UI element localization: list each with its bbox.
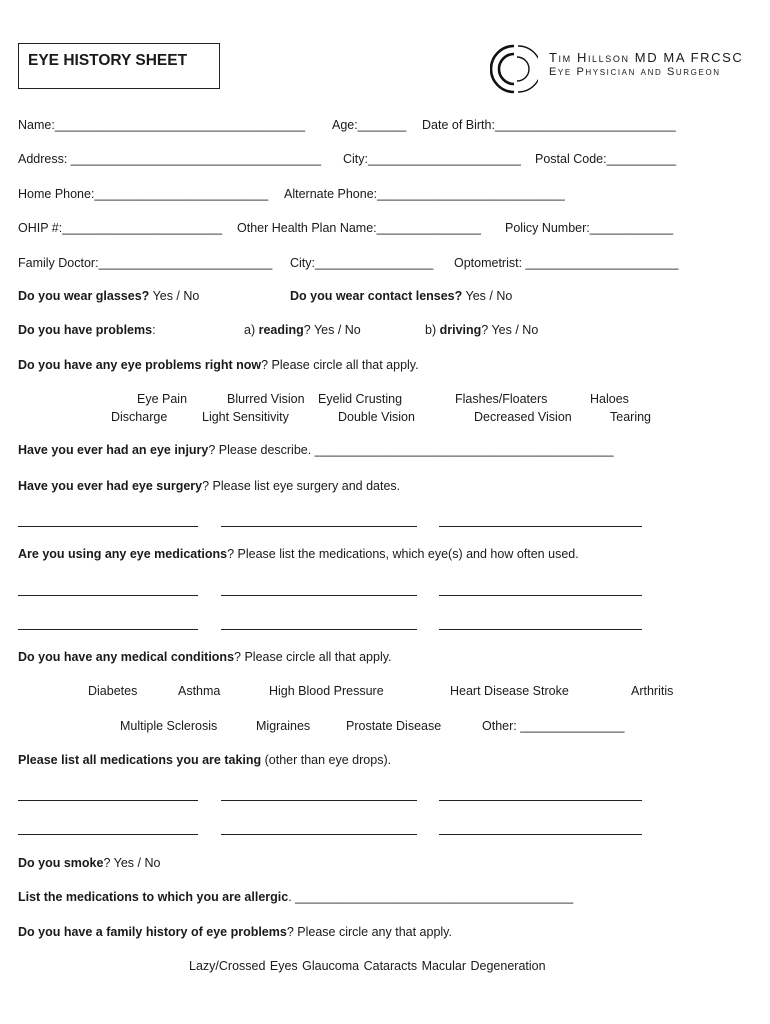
reading-options[interactable]: ? Yes / No bbox=[303, 323, 361, 337]
problems-question bbox=[18, 323, 156, 337]
problems-colon: : bbox=[152, 323, 156, 337]
condition-diabetes[interactable]: Diabetes bbox=[88, 684, 138, 698]
symptom-tearing[interactable]: Tearing bbox=[610, 410, 651, 424]
address-field[interactable]: Address: ____________________________________ bbox=[18, 152, 322, 166]
all-medications-question bbox=[18, 753, 391, 767]
driving-options[interactable]: ? Yes / No bbox=[481, 323, 539, 337]
health-plan-field[interactable]: Other Health Plan Name:_______________ bbox=[237, 221, 481, 235]
home-phone-field[interactable]: Home Phone:_________________________ bbox=[18, 187, 269, 201]
surgery-line-2[interactable] bbox=[221, 526, 417, 527]
family-history-label: Do you have a family history of eye problems bbox=[18, 925, 287, 939]
glasses-label: Do you wear glasses? bbox=[18, 289, 150, 303]
surgery-line-1[interactable] bbox=[18, 526, 198, 527]
conditions-label: Do you have any medical conditions bbox=[18, 650, 235, 664]
eye-meds-line-3[interactable] bbox=[439, 595, 642, 596]
age-field[interactable]: Age:_______ bbox=[332, 118, 407, 132]
symptom-double-vision[interactable]: Double Vision bbox=[338, 410, 415, 424]
condition-asthma[interactable]: Asthma bbox=[178, 684, 221, 698]
family-history-question bbox=[18, 925, 452, 939]
symptom-eye-pain[interactable]: Eye Pain bbox=[137, 392, 188, 406]
surgery-note: ? Please list eye surgery and dates. bbox=[202, 479, 401, 493]
contacts-question bbox=[290, 289, 512, 303]
symptom-light-sensitivity[interactable]: Light Sensitivity bbox=[202, 410, 289, 424]
family-history-options[interactable]: Lazy/Crossed Eyes Glaucoma Cataracts Macular Degeneration bbox=[189, 959, 546, 973]
surgery-line-3[interactable] bbox=[439, 526, 642, 527]
conditions-note: ? Please circle all that apply. bbox=[234, 650, 392, 664]
driving-question bbox=[425, 323, 538, 337]
reading-label: reading bbox=[258, 323, 304, 337]
eye-medications-label: Are you using any eye medications bbox=[18, 547, 228, 561]
symptom-eyelid-crusting[interactable]: Eyelid Crusting bbox=[318, 392, 403, 406]
condition-heart-disease-stroke[interactable]: Heart Disease Stroke bbox=[450, 684, 569, 698]
eye-problems-note: ? Please circle all that apply. bbox=[261, 358, 419, 372]
ohip-field[interactable]: OHIP #:_______________________ bbox=[18, 221, 223, 235]
condition-migraines[interactable]: Migraines bbox=[256, 719, 311, 733]
eye-meds-line-2[interactable] bbox=[221, 595, 417, 596]
driving-label: driving bbox=[439, 323, 482, 337]
eye-meds-line-4[interactable] bbox=[18, 629, 198, 630]
surgery-question bbox=[18, 479, 400, 493]
smoke-label: Do you smoke bbox=[18, 856, 104, 870]
all-meds-line-4[interactable] bbox=[18, 834, 198, 835]
contacts-label: Do you wear contact lenses? bbox=[290, 289, 463, 303]
family-history-note: ? Please circle any that apply. bbox=[286, 925, 452, 939]
allergies-question bbox=[18, 890, 573, 904]
allergies-label: List the medications to which you are allergic bbox=[18, 890, 289, 904]
surgery-label: Have you ever had eye surgery bbox=[18, 479, 203, 493]
doctor-name: Tim Hillson MD MA FRCSC bbox=[549, 50, 744, 65]
city-field[interactable]: City:______________________ bbox=[343, 152, 521, 166]
symptom-flashes-floaters[interactable]: Flashes/Floaters bbox=[455, 392, 548, 406]
glasses-question bbox=[18, 289, 199, 303]
policy-number-field[interactable]: Policy Number:____________ bbox=[505, 221, 674, 235]
name-field[interactable]: Name:____________________________________ bbox=[18, 118, 306, 132]
eye-problems-label: Do you have any eye problems right now bbox=[18, 358, 262, 372]
contacts-options[interactable]: Yes / No bbox=[465, 289, 513, 303]
problems-label: Do you have problems bbox=[18, 323, 153, 337]
eye-medications-question bbox=[18, 547, 579, 561]
all-meds-line-2[interactable] bbox=[221, 800, 417, 801]
all-meds-line-3[interactable] bbox=[439, 800, 642, 801]
symptom-haloes[interactable]: Haloes bbox=[590, 392, 629, 406]
reading-question bbox=[244, 323, 361, 337]
all-meds-line-1[interactable] bbox=[18, 800, 198, 801]
eye-problems-question bbox=[18, 358, 419, 372]
symptom-discharge[interactable]: Discharge bbox=[111, 410, 168, 424]
all-medications-note: (other than eye drops). bbox=[261, 753, 392, 767]
injury-question bbox=[18, 443, 614, 457]
smoke-options[interactable]: ? Yes / No bbox=[103, 856, 161, 870]
driving-prefix: b) bbox=[425, 323, 437, 337]
condition-high-blood-pressure[interactable]: High Blood Pressure bbox=[269, 684, 384, 698]
all-meds-line-5[interactable] bbox=[221, 834, 417, 835]
condition-arthritis[interactable]: Arthritis bbox=[631, 684, 674, 698]
alternate-phone-field[interactable]: Alternate Phone:___________________________ bbox=[284, 187, 565, 201]
injury-field[interactable]: ? Please describe. ___________________________________________ bbox=[208, 443, 614, 457]
conditions-question bbox=[18, 650, 392, 664]
doctor-city-field[interactable]: City:_________________ bbox=[290, 256, 434, 270]
condition-other-field[interactable]: Other: _______________ bbox=[482, 719, 625, 733]
injury-label: Have you ever had an eye injury bbox=[18, 443, 209, 457]
clinic-logo-icon bbox=[490, 43, 538, 95]
reading-prefix: a) bbox=[244, 323, 256, 337]
smoke-question bbox=[18, 856, 160, 870]
eye-meds-line-6[interactable] bbox=[439, 629, 642, 630]
all-meds-line-6[interactable] bbox=[439, 834, 642, 835]
symptom-decreased-vision[interactable]: Decreased Vision bbox=[474, 410, 572, 424]
symptom-blurred-vision[interactable]: Blurred Vision bbox=[227, 392, 305, 406]
optometrist-field[interactable]: Optometrist: ______________________ bbox=[454, 256, 679, 270]
dob-field[interactable]: Date of Birth:__________________________ bbox=[422, 118, 676, 132]
eye-meds-line-5[interactable] bbox=[221, 629, 417, 630]
doctor-title: Eye Physician and Surgeon bbox=[549, 66, 721, 78]
condition-prostate-disease[interactable]: Prostate Disease bbox=[346, 719, 442, 733]
all-medications-label: Please list all medications you are taking bbox=[18, 753, 262, 767]
allergies-field[interactable]: . ________________________________________ bbox=[288, 890, 574, 904]
page-title: EYE HISTORY SHEET bbox=[28, 52, 188, 69]
postal-code-field[interactable]: Postal Code:__________ bbox=[535, 152, 677, 166]
eye-medications-note: ? Please list the medications, which eye(s) and how often used. bbox=[227, 547, 579, 561]
eye-meds-line-1[interactable] bbox=[18, 595, 198, 596]
family-doctor-field[interactable]: Family Doctor:_________________________ bbox=[18, 256, 273, 270]
condition-multiple-sclerosis[interactable]: Multiple Sclerosis bbox=[120, 719, 218, 733]
glasses-options[interactable]: Yes / No bbox=[152, 289, 200, 303]
